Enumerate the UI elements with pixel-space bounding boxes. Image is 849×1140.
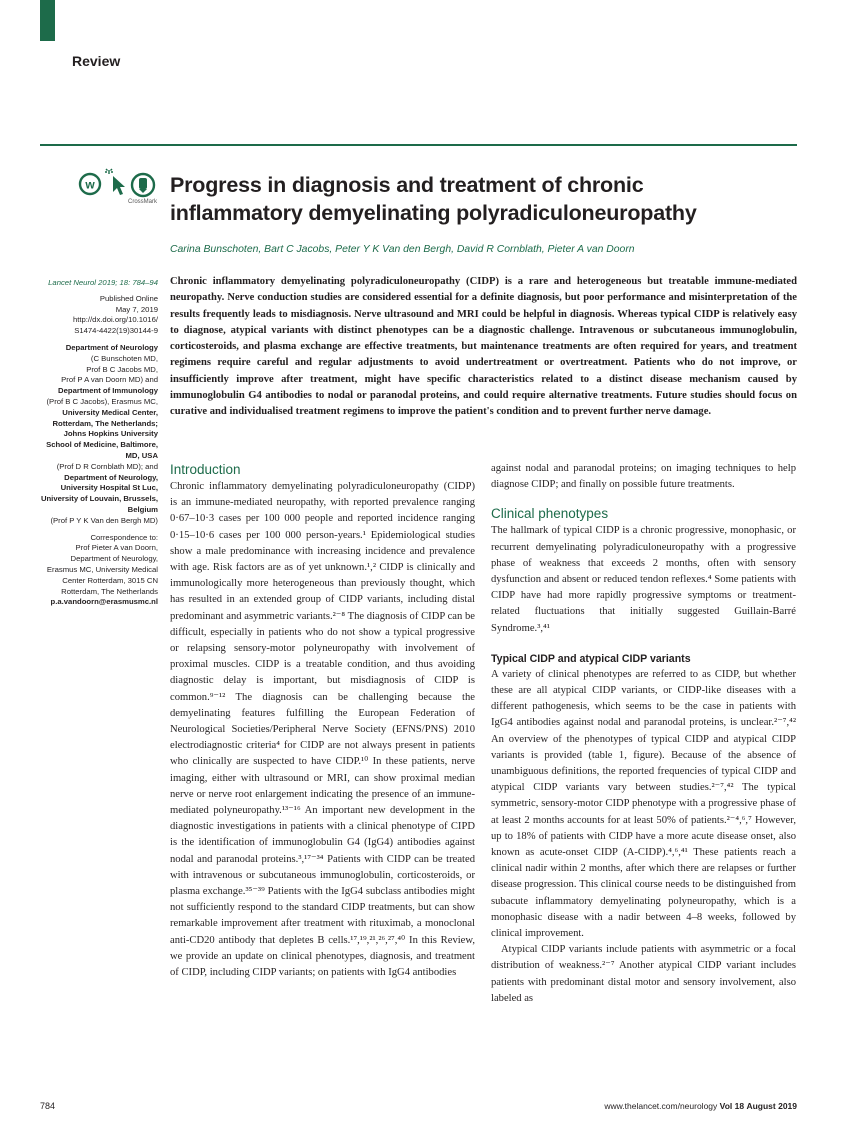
body-column-left [170,461,475,1081]
paragraph: Chronic inflammatory demyelinating polyradiculoneuropathy (CIDP) is an immune-mediated neuropathy, with reported prevalence ranging 0·67–10·3 cases per 100 000 people and reported incidence ranging 0·15–10·6 cases per 100 000 person-years.¹ Epidemiological studies show a male predominance with increasing incidence and prevalence with age. Risk factors are as of yet unknown.¹,² CIDP is clinically and immunologically more heterogeneous than previously thought, which has resulted in an extended group of CIDP variants, including distal predominant and asymmetric variants.²⁻⁸ The diagnosis of CIDP can be difficult, especially in patients who do not show a typical progressive or relapsing sensory-motor polyneuropathy with involvement of proximal muscles. CIDP is a treatable condition, and thus avoiding diagnostic delay is important, but misdiagnosis of CIDP is common.⁹⁻¹² The diagnosis can be challenging because the demyelinating features fulfilling the European Federation of Neurological Societies/Peripheral Nerve Society (EFNS/PNS) 2010 electrodiagnostic criteria⁴ for CIDP are not always present in patients who clinically are suspected to have CIDP.¹⁰ In these patients, nerve imaging, either with ultrasound or MRI, can show proximal median nerve or nerve root enlargement indicating the presence of an immune-mediated polyneuropathy.¹³⁻¹⁶ An important new development in the diagnostic investigations in patients with a clinical phenotype of CIPD is the identification of immunoglobulin G4 (IgG4) antibodies against nodal and paranodal proteins.³,¹⁷⁻³⁴ Patients with CIDP can be treated with intravenous or subcutaneous immunoglobulin, corticosteroids, or plasma exchange.³⁵⁻³⁹ Patients with the IgG4 subclass antibodies might not sufficiently respond to the standard CIDP treatments, but can show remarkable improvement after treatment with rituximab, a monoclonal anti-CD20 antibody that depletes B cells.¹⁷,¹⁹,²¹,²⁶,²⁷,⁴⁰ In this Review, we provide an update on clinical phenotypes, diagnosis, and treatment of CIDP, including CIDP variants; on patients with IgG4 antibodies [170,481,475,979]
paragraph: against nodal and paranodal proteins; on imaging techniques to help diagnose CIDP; and finally on possible future treatments. [491,463,796,491]
volume-label: Vol 18 [719,1101,745,1111]
affiliation-line: School of Medicine, Baltimore, [46,440,158,450]
click-cursor-icon[interactable] [105,168,127,201]
correspondence-line: Prof Pieter A van Doorn, [75,543,158,553]
affiliation-line: Department of Immunology [58,386,158,396]
page-number: 784 [40,1101,56,1111]
section-heading-clinical-phenotypes: Clinical phenotypes [491,506,609,522]
correspondence-line: Rotterdam, The Netherlands [61,586,158,596]
paragraph: The hallmark of typical CIDP is a chronic progressive, monophasic, or recurrent demyelinating polyradiculoneuropathy with a progressive phase of weakness that exceeds 2 months, often with sensory dysfunction and absent or reduced tendon reflexes.⁴ Some patients with CIDP have had more rapidly progressive symptoms or treatment-related fluctuations that initially suggested Guillain-Barré Syndrome.³,⁴¹ [491,525,796,634]
issue-date: August 2019 [746,1101,797,1111]
doi-link[interactable]: http://dx.doi.org/10.1016/ [72,315,158,325]
publication-line: May 7, 2019 [115,304,158,314]
affiliation-line: (Prof D R Cornblath MD); and [56,461,158,471]
author-list: Carina Bunschoten, Bart C Jacobs, Peter Y K Van den Bergh, David R Cornblath, Pieter A van Doorn [170,244,635,255]
article-title: Progress in diagnosis and treatment of chronic inflammatory demyelinating polyradiculoneuropathy [170,173,697,225]
section-label: Review [72,53,121,69]
doi-link[interactable]: S1474-4422(19)30144-9 [74,326,158,336]
body-column-right [491,461,796,1081]
header-rule [40,144,797,146]
correspondence-line: Department of Neurology, [70,554,158,564]
affiliation-line: Belgium [127,504,158,514]
affiliation-line: Department of Neurology, [64,472,158,482]
journal-website-link[interactable]: www.thelancet.com/neurology [604,1101,718,1111]
sidebar [40,278,158,614]
section-heading-introduction: Introduction [170,462,241,477]
section-color-bar [40,0,55,41]
affiliation-line: Prof B C Jacobs MD, [86,364,158,374]
publication-info [40,294,158,337]
journal-footer [604,1101,797,1111]
affiliation-line: Department of Neurology [65,342,158,352]
abstract: Chronic inflammatory demyelinating polyradiculoneuropathy (CIDP) is a rare and heterogeneous but treatable immune-mediated neuropathy. Nerve conduction studies are considered essential for a definite diagnosis, but poor performance and misinterpretation of the results frequently leads to misdiagnosis. Nerve ultrasound and MRI could be helpful in diagnosis. Whereas typical CIDP is relatively easy to diagnose, atypical variants with distinct phenotypes can be a diagnostic challenge. Intravenous or subcutaneous immunoglobulin, corticosteroids, and plasma exchange are effective treatments, but maintenance treatments are often required for years, and treatment regimens require careful and regular adjustments to avoid undertreatment or overtreatment. Patients who do not improve, or insufficiently improve after treatment, might have specific characteristics related to a distinct disease mechanism caused by immunoglobulin G4 antibodies to nodal or paranodal proteins, and could require alternative treatments. Future studies should focus on curative and individualised treatment regimens to improve the patient's condition and to prevent further nerve damage. [170,276,797,418]
crossmark-label: CrossMark [128,199,158,205]
webcast-icon[interactable] [78,172,102,201]
affiliation-line: University of Louvain, Brussels, [40,494,158,504]
correspondence-line: Erasmus MC, University Medical [46,564,158,574]
subsection-heading-variants: Typical CIDP and atypical CIDP variants [491,652,691,665]
affiliation-line: MD, USA [125,450,158,460]
article-icons [78,168,162,208]
correspondence-line: Center Rotterdam, 3015 CN [62,575,158,585]
paragraph: A variety of clinical phenotypes are referred to as CIDP, but whether these are all atypical CIDP variants, or CIDP-like diseases with a different pathogenesis, which seems to be the case in patients with IgG4 antibodies against nodal and paranodal proteins, is unclear.²⁻⁷,⁴² An overview of the phenotypes of typical CIDP and atypical CIDP variants is provided (table 1, figure). Because of the absence of unambiguous definitions, the reported frequencies of typical CIDP and atypical CIDP variants vary between studies.²⁻⁷,⁴² The typical symmetric, sensory-motor CIDP phenotype with a progressive phase of at least 2 months accounts for at least 50% of patients.²⁻⁴,⁶,⁷ However, up to 18% of patients with CIDP have a more acute disease onset, also known as acute-onset CIDP (A-CIDP).⁴,⁶,⁴¹ These patients reach a clinical nadir within 2 months, after which there are relapses or further disease progression. This clinical course needs to be distinguished from subacute inflammatory demyelinating polyneuropathy, which is a monophasic disease with a nadir between 4–8 weeks, followed by clinical improvement. [491,668,796,940]
svg-text:w: w [85,177,95,192]
affiliation-line: (Prof B C Jacobs), Erasmus MC, [46,396,158,406]
paragraph: Atypical CIDP variants include patients with asymmetric or a focal distribution of weakness.²⁻⁷ Another atypical CIDP variant includes patients with predominant distal motor and sensory involvement, also labeled as [491,944,796,1004]
correspondence-line: Correspondence to: [90,532,158,542]
affiliation-line: (C Bunschoten MD, [90,353,158,363]
correspondence [40,533,158,609]
affiliation-line: (Prof P Y K Van den Bergh MD) [50,515,158,525]
affiliations [40,343,158,527]
affiliation-line: University Medical Center, [62,407,158,417]
affiliation-line: Johns Hopkins University [63,429,158,439]
journal-citation: Lancet Neurol 2019; 18: 784–94 [48,278,158,287]
affiliation-line: Rotterdam, The Netherlands; [52,418,158,428]
publication-line: Published Online [99,293,158,303]
correspondence-email[interactable]: p.a.vandoorn@erasmusmc.nl [50,597,158,607]
affiliation-line: Prof P A van Doorn MD) and [61,375,158,385]
affiliation-line: University Hospital St Luc, [60,483,158,493]
